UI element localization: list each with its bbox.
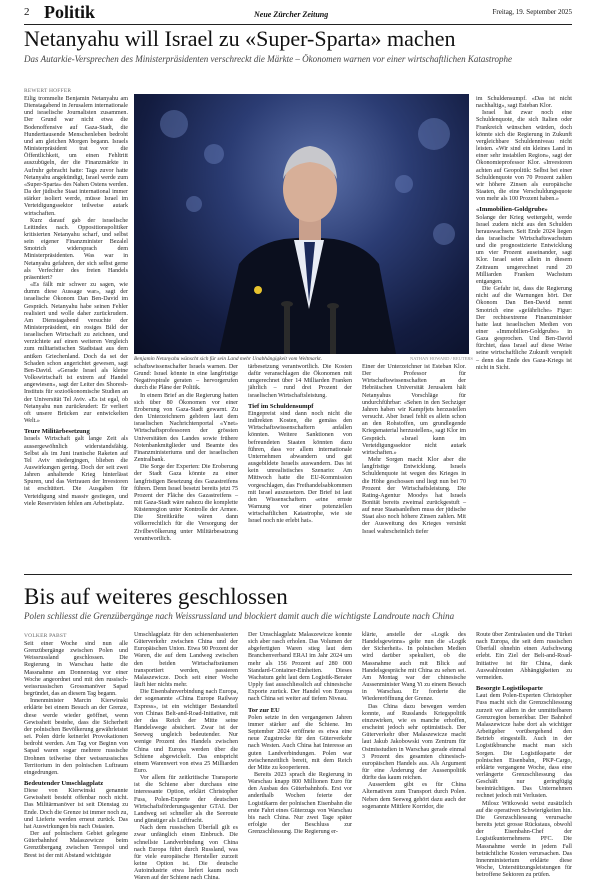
article1-column-4 (362, 364, 466, 564)
article2-column-2 (134, 632, 238, 882)
article1-column-2 (134, 364, 238, 564)
paragraph: Nach dem russischen Überfall gilt es zwar unfänglich einen Einbruch. Die schnellste Landverbindung von China nach Europa führt durch Russland, was für viele europäische Hersteller zurzeit keine Option ist. Die deutsche Autoindustrie etwa liefert kaum noch Waren auf der Schiene nach China. (134, 825, 238, 882)
subheading-bedeutender-umschlagplatz: Bedeutender Umschlagplatz (24, 779, 104, 787)
paragraph: Umschlagplatz für den schienenbasierten Güterverkehr zwischen China und der Europäischen Union. Etwa 90 Prozent der Waren, die auf dem Landweg zwischen den beiden Wirtschaftsräumen transportiert werden, passieren Malaszewicze. Doch seit einer Woche läuft hier nichts mehr. (134, 632, 238, 689)
col3-top-paragraphs (248, 364, 352, 400)
article2-column-1 (24, 641, 128, 866)
article2-column-5 (476, 632, 572, 879)
article-byline: REWERT HOFFER (24, 88, 72, 94)
paragraph: Milosz Witkowski weist zusätzlich auf die operativen Schwierigkeiten hin. Die Grenzschliessung verursache bereits jetzt grosse Rückstaus, obwohl der Eisenbahn-Chef der Logistikunternehmens PFC. Die Massnahme werde in jedem Fall beträchtliche Kosten verursachen. Das Innenministerium erklärte diese Woche, Unterstützungsleistungen für betroffene Sektoren zu prüfen. (476, 800, 572, 879)
paragraph: Das China dazu bewegen werden konnte, auf Russlands Kriegspolitik einzuwirken, wie es manche erhoffen, erscheint jedoch sehr optimistisch. Der Güterverkehr über Malaszewicze macht laut Jakub Jakobowski vom Zentrum für Ostmisstudien in Warschau gerade einmal 3 Prozent des gesamten chinesisch-europäischen Handels aus. Als Argument für eine Änderung der Aussenpolitik dürfte das kaum reichen. (362, 703, 466, 782)
a2-col1-bottom-paragraphs (24, 788, 128, 860)
paragraph: schaftswissenschafter Israels warnen. Der Grund: Israel könnte in eine langfristige Negativspirale geraten – hervorgerufen durch die Pläne der Politik. (134, 364, 238, 392)
col1-top-paragraphs (24, 96, 128, 425)
paragraph: Seit einer Woche sind nun alle Grenzübergänge zwischen Polen und Weissrussland geschlossen. Die Regierung in Warschau hatte die Massnahme am Donnerstag vor einer Woche angeordnet und mit den russisch-weissrussischen Grossmanöver Sapad begründet, das an diesem Tag begann. (24, 641, 128, 698)
newspaper-name: Neue Zürcher Zeitung (254, 10, 329, 19)
paragraph: Die Sorge der Experten: Die Eroberung der Stadt Gaza könnte zu einer langfristigen Besetzung des Gazastreifens führen. Denn Israel besetzt bereits jetzt 75 Prozent der Fläche des Gazastreifens – mit Gaza-Stadt wäre nahezu die komplette Küstenregion unter Kontrolle der Armee. Die Streitkräfte wären dann völkerrechtlich für die Versorgung der Zivilbevölkerung unter Militärbesatzung verantwortlich. (134, 464, 238, 542)
paragraph: klärte, anstelle der «Logik des Handelsgewinns» gelte nun die «Logik der Sicherheit». In polnischen Medien wird darüber spekuliert, ob die Massnahme auch mit Blick auf Handelsgespräche mit China zu sehen sei. Am Montag war der chinesische Aussenminister Wang Yi zu einem Besuch in Warschau. Er forderte die Wiedereröffnung der Grenze. (362, 632, 466, 703)
paragraph: Route über Zentralasien und die Türkei nach Europa, die seit dem russischen Überfall ohnehin einen Aufschwung erlebt. Ein Ziel der Belt-and-Road-Initiative ist für China, dank Auswahlrouten Abhängigkeiten zu vermeiden. (476, 632, 572, 681)
subheading-teure-militaerbesetzung: Teure Militärbesetzung (24, 428, 90, 436)
paragraph: In einem Brief an die Regierung hatten sich über 80 Ökonomen vor einer Eroberung von Gaza-Stadt gewarnt. Zu den Unterzeichnern gehören laut dem israelischen Nachrichtenportal «Ynet» Wirtschaftsprofessoren der grössten Universitäten des Landes sowie frühere Notenbankmitglieder und Beamte des Finanzministeriums und der israelischen Zentralbank. (134, 392, 238, 464)
section-title: Politik (44, 2, 96, 22)
issue-date: Freitag, 19. September 2025 (492, 8, 572, 16)
col2-paragraphs (134, 364, 238, 543)
header-rule (24, 24, 572, 25)
article1-column-1 (24, 96, 128, 520)
paragraph: Kurz darauf gab der israelische Leitindex nach. Oppositionspolitiker kritisierten Netanyahu scharf, und selbst sein eigener Finanzminister Bezalel Smotrich widersprach dem Ministerpräsidenten. Was war in Netanyahu gefahren, der sich selbst gerne als Verfechter des freien Handels präsentiert? (24, 217, 128, 281)
paragraph: Ausserdem gibt es für China Alternativen zum Transport durch Polen. Neben dem Seeweg gehört dazu auch der sogenannte Mittlere Korridor, die (362, 782, 466, 810)
a2-col1-top-paragraphs (24, 641, 128, 777)
paragraph: «Es fällt mir schwer zu sagen, wie dumm diese Aussage war», sagt der israelische Ökonom Dan Ben-David im Gespräch. Netanyahu habe seinen Fehler realisiert und wolle daher zurückrudern. Am Dienstagabend versuchte der Ministerpräsident, ein rosiges Bild der israelischen Wirtschaft zu zeichnen, und verzichtete auf einen weiteren Vergleich zum militaristischen Stadtstaat aus dem antiken Griechenland. Doch da sei der Schaden schon angerichtet gewesen, sagt Ben-David. «Gerade Israel als kleine Volkswirtschaft ist extrem auf Handel angewiesen», sagt der Leiter des Shoresh-Instituts für sozioökonomische Studien an der Universität Tel Aviv. «Es ist egal, ob Netanyahu nun zurückrudert: Er verliert oft unsere Brücken zur entwickelten Welt.» (24, 282, 128, 425)
paragraph: Mehr Sorgen macht Klor aber die langfristige Entwicklung. Israels Schuldenquote ist wegen des Krieges in die Höhe geschossen und liegt nun bei 70 Prozent der Wirtschaftsleistung. Die Rating-Agentur Moodys hat Israels Bonität bereits zweimal zurückgestuft – auf neue Staatsanleihen muss der jüdische Staat also noch höhere Zinsen zahlen. Mit der Ausweitung des Krieges versinkt Israel wahrscheinlich tiefer (362, 457, 466, 535)
paragraph: Polen setzte in den vergangenen Jahren immer stärker auf die Schiene. Im September 2024 eröffnete es etwa eine neue Zugstrecke für den Güterverkehr nach Westen. Auch China hat Interesse an guten Landverbindungen. Polen war zwischenzeitlich bereit, mit dem Reich der Mitte zu kooperieren. (248, 714, 352, 771)
a2-col2-paragraphs (134, 632, 238, 882)
subheading-besorgte-logistiksparte: Besorgte Logistiksparte (476, 685, 543, 693)
article2-deck: Polen schliesst die Grenzübergänge nach Weissrussland und blockiert damit auch die wichtigste Landroute nach China (24, 611, 455, 621)
col1-bottom-paragraphs (24, 436, 128, 508)
photo-credit: NATHAN HOWARD / REUTERS (410, 356, 473, 361)
paragraph: Die Gefahr ist, dass die Regierung nicht auf die Warnungen hört. Der Ökonom Dan Ben-David nennt Smotrich eine «gefährliche» Figur: Der rechtsextreme Finanzminister hatte laut israelischen Medien von einer «Immobilien-Goldgrube» in Gaza gesprochen. Und Ben-David fürchtet, dass Israel auf diese Weise seine wirtschaftliche Zukunft verspielt – denn das Ende des Gaza-Kriegs ist nicht in Sicht. (476, 286, 572, 371)
page-number: 2 (24, 6, 30, 18)
netanyahu-photo (134, 94, 469, 354)
article2-headline: Bis auf weiteres geschlossen (24, 584, 288, 609)
paragraph: tärbesetzung verantwortlich. Die Kosten dafür veranschlagen die Ökonomen mit umgerechnet über 14 Milliarden Franken jährlich – rund drei Prozent der israelischen Wirtschaftsleistung. (248, 364, 352, 399)
a2-col5-bottom-paragraphs (476, 693, 572, 879)
paragraph: Eilig trommelte Benjamin Netanyahu am Dienstagabend in Jerusalem internationale und israelische Journalisten zusammen. Der Grund war nicht etwa die Bodenoffensive auf Gaza-Stadt, die Hunderttausende Menschenleben bedroht und am gleichen Morgen begann. Israels Ministerpräsident trat vor die Öffentlichkeit, um einen Fehltritt auszubügeln, der die Finanzmärkte in Aufruhr gebracht hatte: Tags zuvor hatte Netanyahu angekündigt, Israel werde zum «Super-Sparta» des Nahen Ostens werden. Da der jüdische Staat international immer stärker isoliert werde, müsse Israel im Verteidigungssektor teilweise autark wirtschaften. (24, 96, 128, 217)
subheading-tief-im-schuldensumpf: Tief im Schuldensumpf (248, 402, 314, 410)
col3-bottom-paragraphs (248, 411, 352, 526)
paragraph: Diese von Kierwinski genannte Gewissheit besteht offenbar noch nicht. Das Militärmanöver ist seit Dienstag zu Ende. Doch die Grenze ist immer noch zu, und Lieferte werden erneut zurück. Das hat Auswirkungen bis nach Ostasien. (24, 788, 128, 830)
paragraph: Die Eisenbahnverbindung nach Europa, der sogenannte «China Europe Railway Express», ist ein wichtiger Bestandteil von Chinas Belt-and-Road-Initiative, mit der das Reich der Mitte seine Handelswege absichert. Zwar ist der Seeweg ungleich bedeutender. Nur wenige Prozent des Handels zwischen China und Europa werden über die Schiene abgewickelt. Das entspricht einem Warenwert von etwa 25 Milliarden Euro. (134, 689, 238, 774)
paragraph: im Schuldensumpf. «Das ist nicht nachhaltig», sagt Esteban Klor. (476, 96, 572, 110)
a2-col3-top-paragraphs (248, 632, 352, 704)
col4-paragraphs (362, 364, 466, 536)
paragraph: Innenminister Marcin Kierwinski erklärte bei einem Besuch an der Grenze, diese werde wieder geöffnet, wenn Gewissheit bestehe, dass die Sicherheit der polnischen Bevölkerung gewährleistet sei. Polen dürfe keinerlei Provokationen bedroht werden. Am Tag vor Beginn von Sapad waren sogar mehrere russische Drohnen teilweise über weissrussisches Territorium in den polnischen Luftraum eingedrungen. (24, 698, 128, 776)
paragraph: Einer der Unterzeichner ist Esteban Klor. Der Professor für Wirtschaftswissenschaften an der Hebräischen Universität Jerusalem hält Netanyahus Vorschläge für undurchführbar: «Sehen in den Sechziger Jahren haben wir Kampfjets herzustellen versucht. Aber Israel fehlt es allein schon an den Rohstoffen, um grundlegende Kriegsmaterial herzustellen», sagt Klor im Gespräch. «Israel kann im Verteidigungssektor nicht autark wirtschaften.» (362, 364, 466, 456)
article2-column-4 (362, 632, 466, 866)
article1-column-3 (248, 364, 352, 564)
subheading-tor-zur-eu: Tor zur EU (248, 706, 280, 714)
photo-caption: Benjamin Netanyahu wünscht sich für sein Land mehr Unabhängigkeit vom Weltmarkt. (134, 356, 323, 362)
article1-column-5 (476, 96, 572, 564)
article-divider (24, 574, 572, 575)
col5-bottom-paragraphs (476, 215, 572, 372)
subheading-immobilien-goldgrube: «Immobilien-Goldgrube» (476, 206, 548, 214)
paragraph: Bereits 2023 sprach die Regierung in Warschau knapp 800 Millionen Euro für den Ausbau des Güterbahnhofs. Erst vor anderthalb Wochen feierte der Logistikarm der polnischen Eisenbahn die erste Fahrt eines Güterzugs von Warschau bis nach China. Nur zwei Tage später erfolgte der Beschluss zur Grenzschliessung. Die Regierung er- (248, 771, 352, 836)
paragraph: Der Umschlagplatz Malaszewicze konnte sich aber rasch erholen. Das Volumen der abgefertigten Waren stieg laut dem Branchenverband ERAI im Jahr 2024 um mehr als 156 Prozent auf 280 000 Standard-Container-Einheiten. Dieses Wachstum geht laut dem Logistik-Berater Upply fast ausschliesslich auf chinesische Exporte zurück. Der Handel von Europa nach China sei weiter auf tiefem Niveau. (248, 632, 352, 703)
paragraph: Vor allem für zeitkritische Transporte ist die Schiene aber durchaus eine interessante Option, erklärt Christopher Fuss, Polen-Experte der deutschen Wirtschaftsförderungsagentur GTAI. Der Landweg sei schneller als die Seeroute und günstiger als Luftfracht. (134, 775, 238, 825)
col5-top-paragraphs (476, 96, 572, 203)
a2-col3-bottom-paragraphs (248, 715, 352, 837)
paragraph: Solange der Krieg weitergeht, werde Israel zudem nicht aus den Schulden herauswachsen. Seit Ende 2024 liegen das israelische Wirtschaftswachstum und die prognostizierte Entwicklung um vier Prozent auseinander, sagt Klor. Israel seien allein in diesem Zeitraum umgerechnet rund 20 Milliarden Franken Wachstum entgangen. (476, 214, 572, 285)
article2-column-3 (248, 632, 352, 866)
a2-col5-paragraphs (476, 632, 572, 682)
paragraph: Eingepreist sind dann noch nicht die indirekten Kosten, die gemäss den Wirtschaftswissenschaftern anfallen könnten. Weitere Sanktionen von befreundeten Staaten könnten dazu führen, dass vor allem internationale Unternehmen abwandern und gut ausgebildete Israelis auswandern. Das ist kein unrealistisches Szenario: Am Mittwoch hatte die EU-Kommission vorgeschlagen, das Freihandelsabkommen mit Israel auszusetzen. Der Brief ist laut den Wissenschaftern «eine ernste Warnung vor einer potenziellen wirtschaftlichen Katastrophe, wie sie Israel noch nie erlebt hat». (248, 410, 352, 525)
paragraph: Der auf polnischem Gebiet gelegene Güterbahnhof Malaszewicze beim Grenzübergang zwischen Terespol und Brest ist der mit Abstand wichtigste (24, 831, 128, 859)
paragraph: Israels Wirtschaft galt lange Zeit als aussergewöhnlich widerstandsfähig. Selbst als im Juni iranische Raketen auf Tel Aviv niedergingen, blieben die Auswirkungen gering. Doch der seit zwei Jahren anhaltende Krieg hinterlässt Spuren, und das Vertrauen der Investoren ist erschüttert. Die Ausgaben für Verteidigung sind massiv gestiegen, und viele Reservisten fehlen am Arbeitsplatz. (24, 436, 128, 507)
article-headline: Netanyahu will Israel zu «Super-Sparta» machen (24, 26, 456, 51)
paragraph: Laut dem Polen-Experten Christopher Fuss macht sich die Grenzschliessung zurzeit vor allem in der unmittelbaren Grenzregion bemerkbar. Der Bahnhof Malaszewicze habe dort als wichtiger Arbeitgeber vorübergehend den Betrieb eingestellt. Auch in der Logistikbranche macht man sich Sorgen. Die Logistiksparte der polnischen Eisenbahn, PKP-Cargo, erklärte vergangene Woche, dass eine verlängerte Grenzschliessung das Geschäft nur geringfügig beeinträchtigen. Das Unternehmen rechnet jedoch mit Verlusten. (476, 693, 572, 800)
article2-byline: VOLKER PABST (24, 633, 67, 639)
paragraph: Israel hat zwar noch eine Schuldenquote, die sich Italien oder Frankreich wünschen würden, doch könnte sich die Regierung in Zukunft vergleichbare Schuldenniveau nicht leisten. «Wir sind ein kleines Land in einer sehr instabilen Region», sagt der Ökonomieprofessor Klor. «Investoren achten auf Geopolitik: Selbst bei einer Schuldenquote von 70 Prozent zahlen wir höhere Zinsen als europäische Staaten, die eine Verschuldungsquote von mehr als 100 Prozent haben.» (476, 110, 572, 203)
a2-col4-paragraphs (362, 632, 466, 811)
article-deck: Das Autarkie-Versprechen des Ministerpräsidenten verschreckt die Märkte – Ökonomen warnen vor einer wirtschaftlichen Katastrophe (24, 54, 512, 64)
